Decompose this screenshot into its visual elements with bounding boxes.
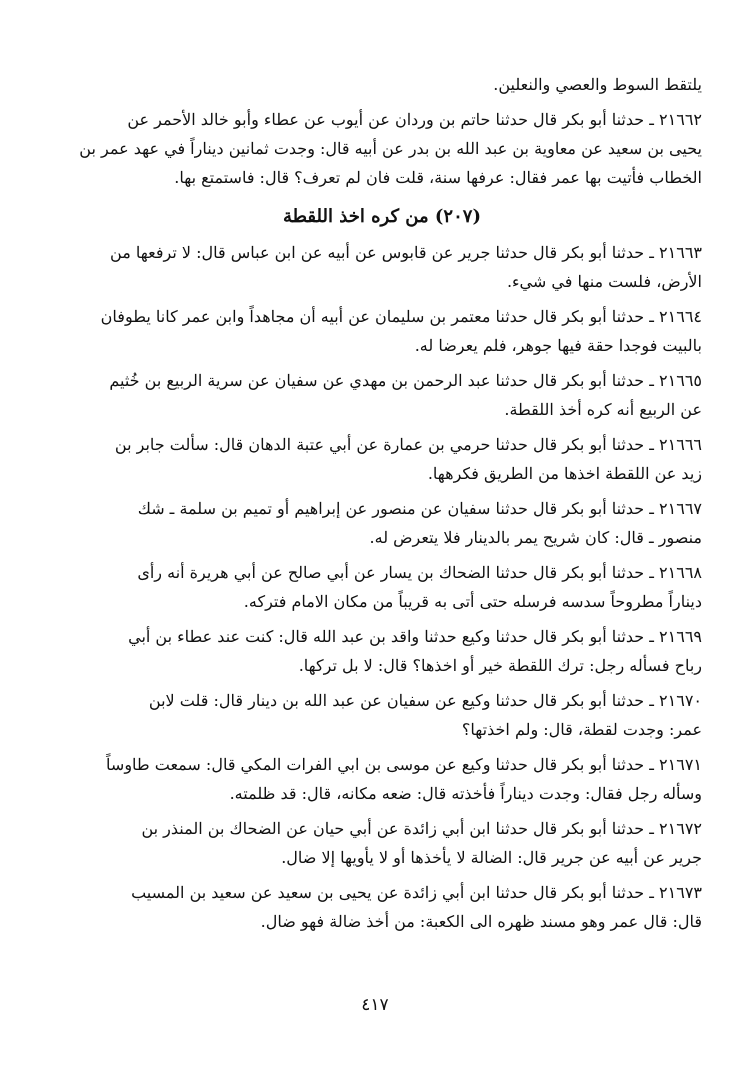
hadith-entry-21671 [62, 750, 702, 808]
hadith-line: ٢١٦٦٨ ـ حدثنا أبو بكر قال حدثنا الضحاك بن يسار عن أبي صالح عن أبي هريرة أنه رأى [137, 563, 702, 582]
document-page [62, 70, 702, 942]
hadith-entry-21667 [62, 494, 702, 552]
hadith-line: عمر: وجدت لقطة، قال: ولم اخذتها؟ [461, 720, 702, 739]
hadith-line: جرير عن أبيه عن جرير قال: الضالة لا يأخذها أو لا يأويها إلا ضال. [281, 848, 702, 867]
hadith-entry-21663 [62, 238, 702, 296]
hadith-line: ٢١٦٧١ ـ حدثنا أبو بكر قال حدثنا وكيع عن موسى بن ابي الفرات المكي قال: سمعت طاوساً [106, 755, 702, 774]
hadith-line: الأرض، فلست منها في شيء. [506, 272, 702, 291]
page-number: ٤١٧ [361, 995, 389, 1015]
hadith-entry-21665 [62, 366, 702, 424]
hadith-line: ٢١٦٦٤ ـ حدثنا أبو بكر قال حدثنا معتمر بن سليمان عن أبيه أن مجاهداً وابن عمر كانا يطوفان [100, 307, 702, 326]
hadith-entry-21672 [62, 814, 702, 872]
hadith-line: بالبيت فوجدا حقة فيها جوهر، فلم يعرضا له. [414, 336, 702, 355]
hadith-line: ٢١٦٦٦ ـ حدثنا أبو بكر قال حدثنا حرمي بن عمارة عن أبي عتبة الدهان قال: سألت جابر بن [114, 435, 702, 454]
hadith-line: يحيى بن سعيد عن معاوية بن عبد الله بن بدر عن أبيه قال: وجدت ثمانين ديناراً في عهد عمر بن [79, 139, 702, 158]
hadith-line: ٢١٦٦٩ ـ حدثنا أبو بكر قال حدثنا وكيع حدثنا واقد بن عبد الله قال: كنت عند عطاء بن أبي [128, 627, 702, 646]
hadith-line: زيد عن اللقطة اخذها من الطريق فكرهها. [427, 464, 702, 483]
hadith-line: ٢١٦٦٥ ـ حدثنا أبو بكر قال حدثنا عبد الرحمن بن مهدي عن سفيان عن سرية الربيع بن خُثيم [109, 371, 702, 390]
hadith-entry-21670 [62, 686, 702, 744]
hadith-entry-21666 [62, 430, 702, 488]
hadith-entry-21662 [62, 105, 702, 192]
continuation-line: يلتقط السوط والعصي والنعلين. [493, 75, 702, 94]
hadith-line: قال: قال عمر وهو مسند ظهره الى الكعبة: من أخذ ضالة فهو ضال. [260, 912, 702, 931]
hadith-entry-21669 [62, 622, 702, 680]
hadith-entry-21664 [62, 302, 702, 360]
hadith-line: عن الربيع أنه كره أخذ اللقطة. [504, 400, 702, 419]
hadith-entry-21668 [62, 558, 702, 616]
hadith-line: ٢١٦٦٣ ـ حدثنا أبو بكر قال حدثنا جرير عن قابوس عن أبيه عن ابن عباس قال: لا ترفعها من [110, 243, 702, 262]
section-heading: (٢٠٧) من كره اخذ اللقطة [283, 206, 481, 227]
hadith-line: ٢١٦٧٠ ـ حدثنا أبو بكر قال حدثنا وكيع عن سفيان عن عبد الله بن دينار قال: قلت لابن [148, 691, 702, 710]
hadith-entry-21673 [62, 878, 702, 936]
hadith-line: الخطاب فأتيت بها عمر فقال: عرفها سنة، قلت فان لم تعرف؟ قال: فاستمتع بها. [174, 168, 702, 187]
hadith-line: وسأله رجل فقال: وجدت ديناراً فأخذته قال: ضعه مكانه، قال: قد ظلمته. [229, 784, 702, 803]
hadith-line: ٢١٦٦٢ ـ حدثنا أبو بكر قال حدثنا حاتم بن وردان عن أيوب عن عطاء وأبو خالد الأحمر عن [127, 110, 702, 129]
hadith-line: رباح فسأله رجل: ترك اللقطة خير أو اخذها؟ قال: لا بل تركها. [298, 656, 702, 675]
hadith-line: ٢١٦٧٣ ـ حدثنا أبو بكر قال حدثنا ابن أبي زائدة عن يحيى بن سعيد عن سعيد بن المسيب [131, 883, 702, 902]
hadith-line: منصور ـ قال: كان شريح يمر بالدينار فلا يتعرض له. [369, 528, 702, 547]
hadith-line: ديناراً مطروحاً سدسه فرسله حتى أتى به قريباً من مكان الامام فتركه. [243, 592, 702, 611]
hadith-line: ٢١٦٧٢ ـ حدثنا أبو بكر قال حدثنا ابن أبي زائدة عن أبي حيان عن الضحاك بن المنذر بن [141, 819, 702, 838]
hadith-line: ٢١٦٦٧ ـ حدثنا أبو بكر قال حدثنا سفيان عن منصور عن إبراهيم أو تميم بن سلمة ـ شك [137, 499, 702, 518]
